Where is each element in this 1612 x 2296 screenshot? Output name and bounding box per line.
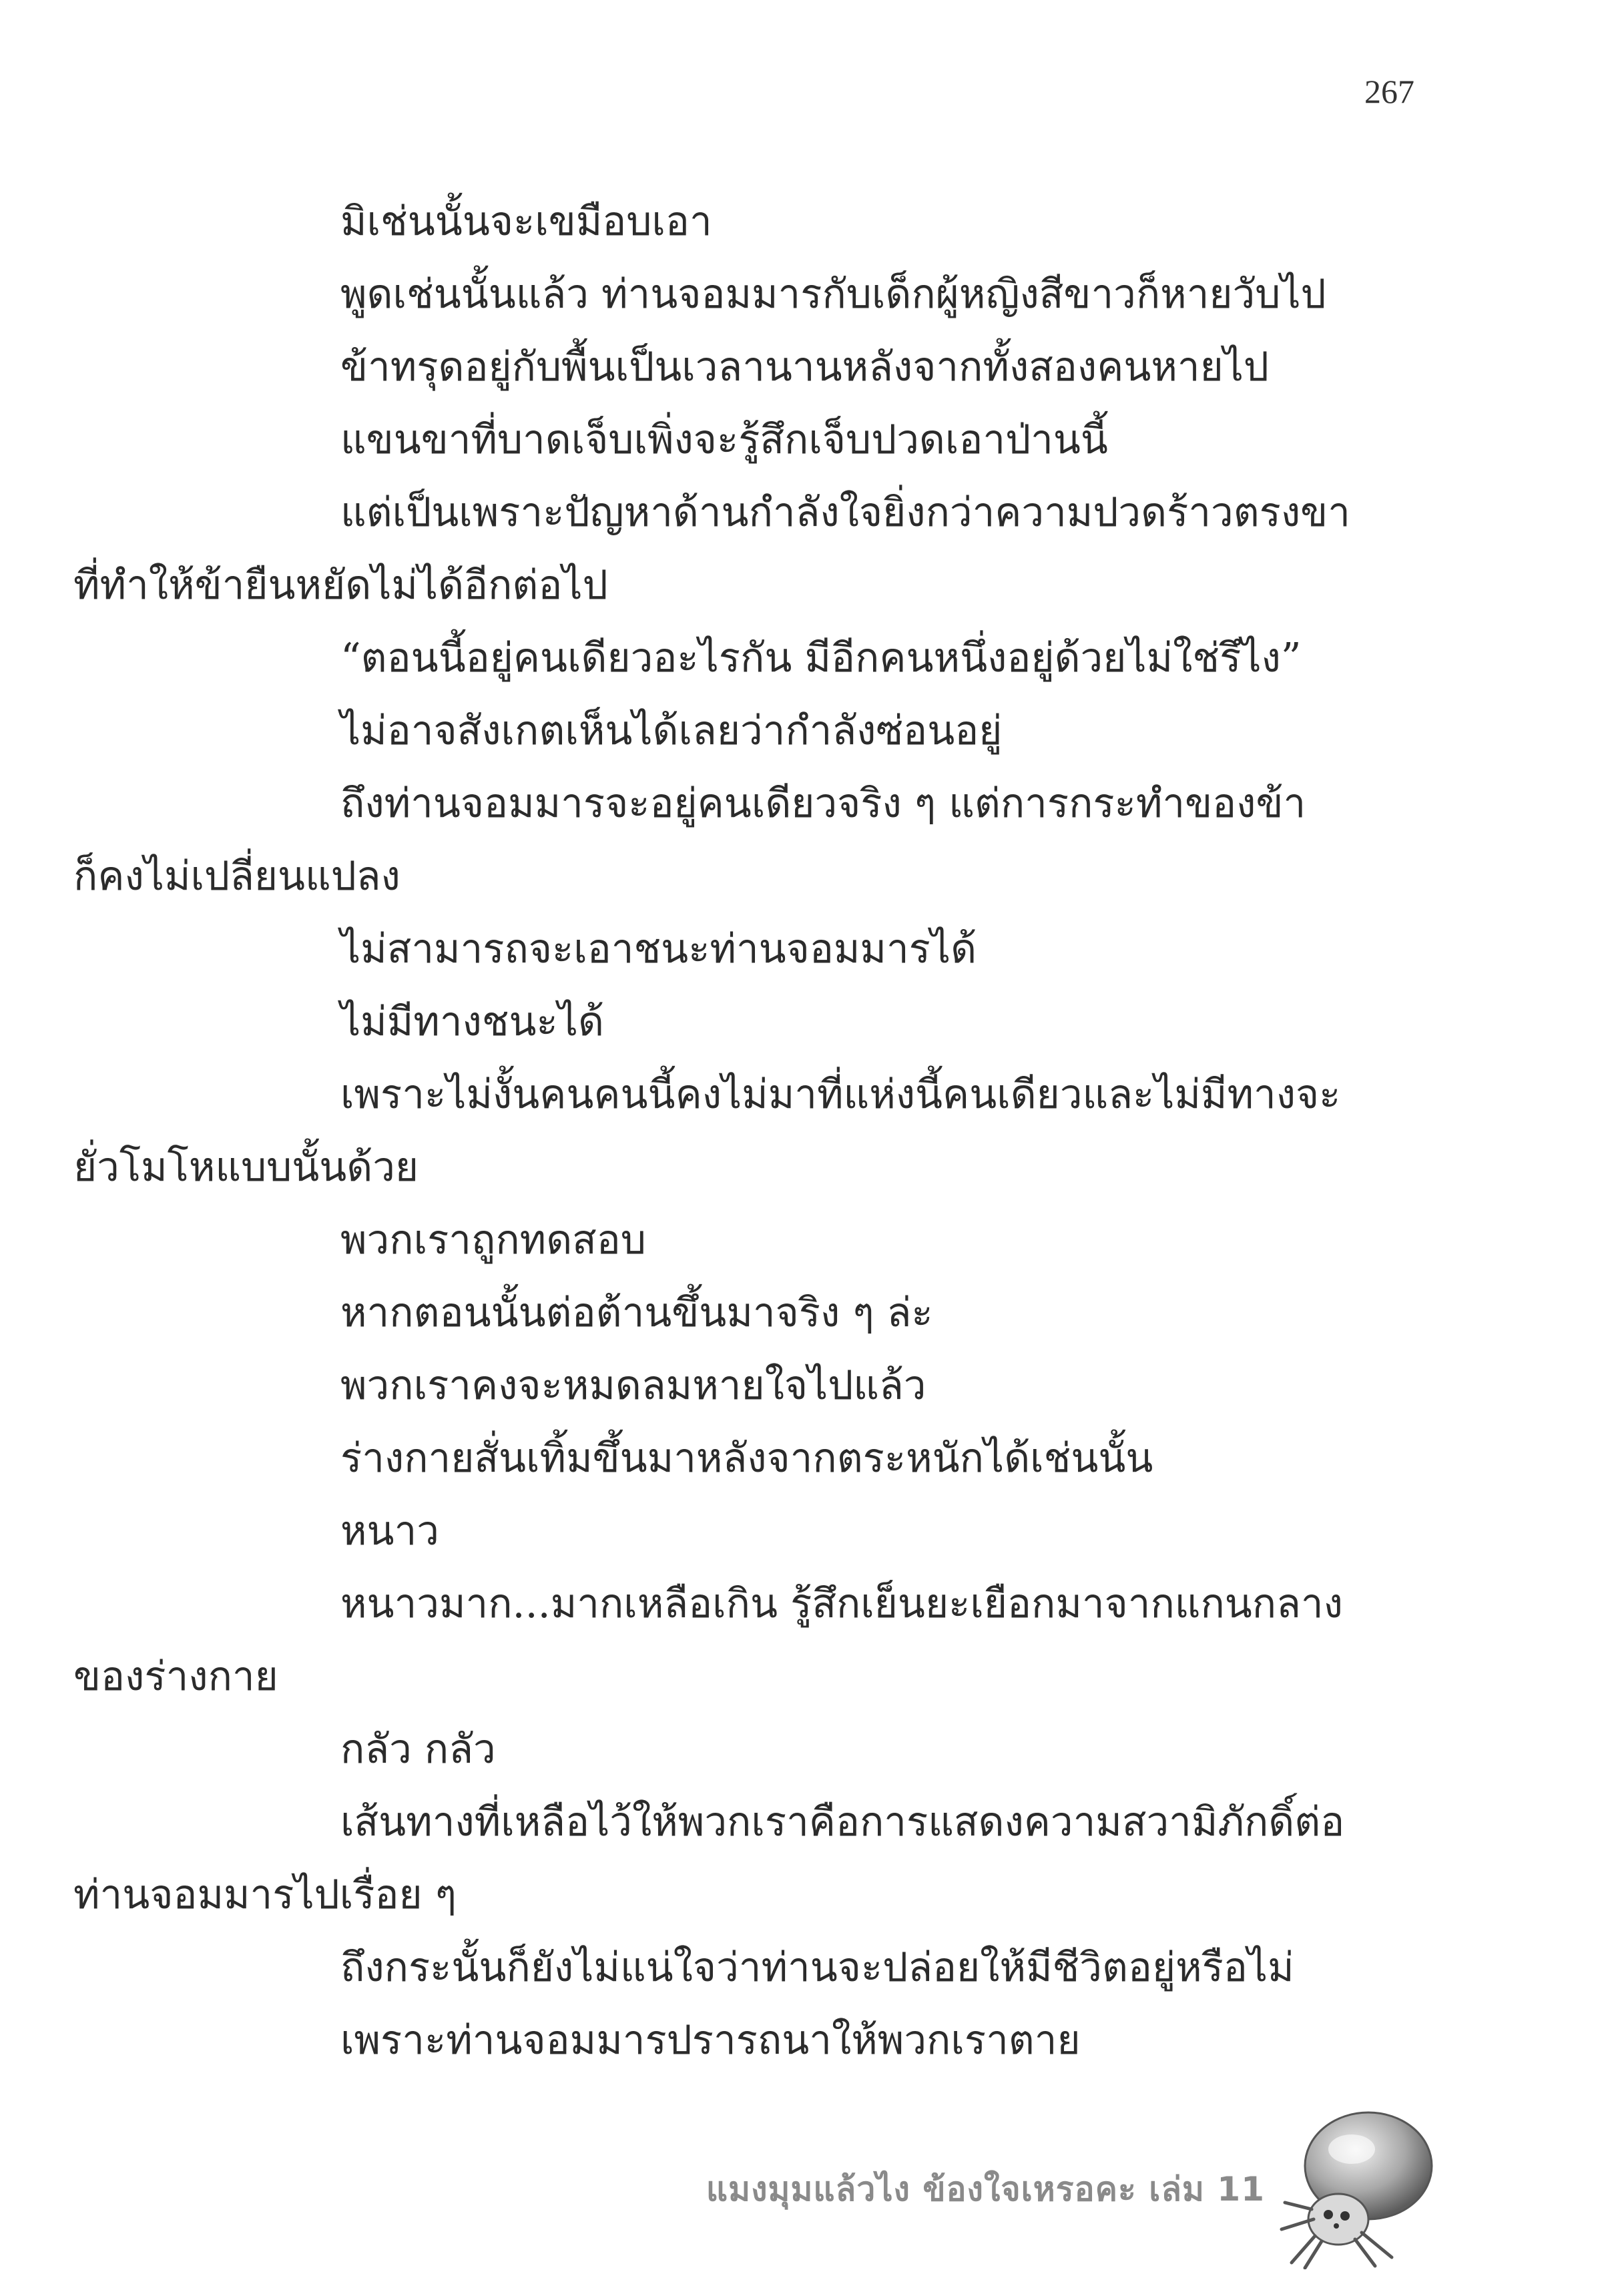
paragraph-line: ที่ทำให้ข้ายืนหยัดไม่ได้อีกต่อไป <box>73 562 608 609</box>
paragraph <box>73 1059 1415 1204</box>
paragraph <box>207 1932 1415 2004</box>
paragraph <box>207 404 1415 477</box>
paragraph <box>73 1568 1415 1713</box>
page-number: 267 <box>1364 73 1414 110</box>
paragraph-line: เพราะท่านจอมมารปรารถนาให้พวกเราตาย <box>340 2017 1081 2064</box>
paragraph <box>73 477 1415 622</box>
paragraph-line: เส้นทางที่เหลือไว้ให้พวกเราคือการแสดงความสวามิภักดิ์ต่อ <box>340 1799 1345 1845</box>
paragraph <box>207 695 1415 768</box>
paragraph <box>207 1277 1415 1350</box>
paragraph <box>207 1495 1415 1568</box>
paragraph-line: “ตอนนี้อยู่คนเดียวอะไรกัน มีอีกคนหนึ่งอยู่ด้วยไม่ใช่รึไง” <box>340 635 1302 681</box>
paragraph <box>73 768 1415 913</box>
paragraph-line: เพราะไม่งั้นคนคนนี้คงไม่มาที่แห่งนี้คนเดียวและไม่มีทางจะ <box>340 1071 1341 1118</box>
paragraph-line: ไม่อาจสังเกตเห็นได้เลยว่ากำลังซ่อนอยู่ <box>340 707 1003 754</box>
paragraph-line: ข้าทรุดอยู่กับพื้นเป็นเวลานานหลังจากทั้งสองคนหายไป <box>340 344 1270 390</box>
body-text <box>73 186 1415 2077</box>
paragraph <box>207 2004 1415 2077</box>
paragraph-line: พวกเราคงจะหมดลมหายใจไปแล้ว <box>340 1362 926 1409</box>
paragraph <box>207 331 1415 404</box>
paragraph-line: ไม่สามารถจะเอาชนะท่านจอมมารได้ <box>340 926 977 972</box>
paragraph-line: มิเช่นนั้นจะเขมือบเอา <box>340 198 712 245</box>
paragraph-line: ไม่มีทางชนะได้ <box>340 998 604 1045</box>
spider-mascot-icon <box>1275 2102 1442 2269</box>
paragraph <box>73 1786 1415 1932</box>
paragraph-line: พูดเช่นนั้นแล้ว ท่านจอมมารกับเด็กผู้หญิงสีขาวก็หายวับไป <box>340 271 1326 318</box>
paragraph-line: ร่างกายสั่นเทิ้มขึ้นมาหลังจากตระหนักได้เช่นนั้น <box>340 1435 1153 1482</box>
paragraph <box>207 622 1415 695</box>
paragraph <box>207 1204 1415 1277</box>
paragraph-line: ท่านจอมมารไปเรื่อย ๆ <box>73 1872 457 1918</box>
paragraph <box>207 258 1415 331</box>
paragraph <box>207 1422 1415 1495</box>
paragraph <box>207 1713 1415 1786</box>
paragraph-line: ของร่างกาย <box>73 1653 278 1700</box>
paragraph-line: พวกเราถูกทดสอบ <box>340 1217 646 1263</box>
paragraph <box>207 1350 1415 1422</box>
running-footer-title: แมงมุมแล้วไง ข้องใจเหรอคะ เล่ม 11 <box>706 2170 1265 2209</box>
paragraph <box>207 186 1415 258</box>
paragraph-line: ยั่วโมโหแบบนั้นด้วย <box>73 1144 419 1191</box>
paragraph <box>207 913 1415 986</box>
paragraph-line: ถึงกระนั้นก็ยังไม่แน่ใจว่าท่านจะปล่อยให้มีชีวิตอยู่หรือไม่ <box>340 1944 1294 1991</box>
paragraph-line: กลัว กลัว <box>340 1726 496 1773</box>
paragraph-line: ก็คงไม่เปลี่ยนแปลง <box>73 853 400 900</box>
paragraph-line: ถึงท่านจอมมารจะอยู่คนเดียวจริง ๆ แต่การกระทำของข้า <box>340 780 1306 827</box>
paragraph <box>207 986 1415 1059</box>
paragraph-line: แต่เป็นเพราะปัญหาด้านกำลังใจยิ่งกว่าความปวดร้าวตรงขา <box>340 489 1350 536</box>
paragraph-line: หนาว <box>340 1508 439 1554</box>
paragraph-line: หนาวมาก...มากเหลือเกิน รู้สึกเย็นยะเยือกมาจากแกนกลาง <box>340 1581 1343 1627</box>
paragraph-line: หากตอนนั้นต่อต้านขึ้นมาจริง ๆ ล่ะ <box>340 1289 933 1336</box>
paragraph-line: แขนขาที่บาดเจ็บเพิ่งจะรู้สึกเจ็บปวดเอาป่านนี้ <box>340 416 1108 463</box>
